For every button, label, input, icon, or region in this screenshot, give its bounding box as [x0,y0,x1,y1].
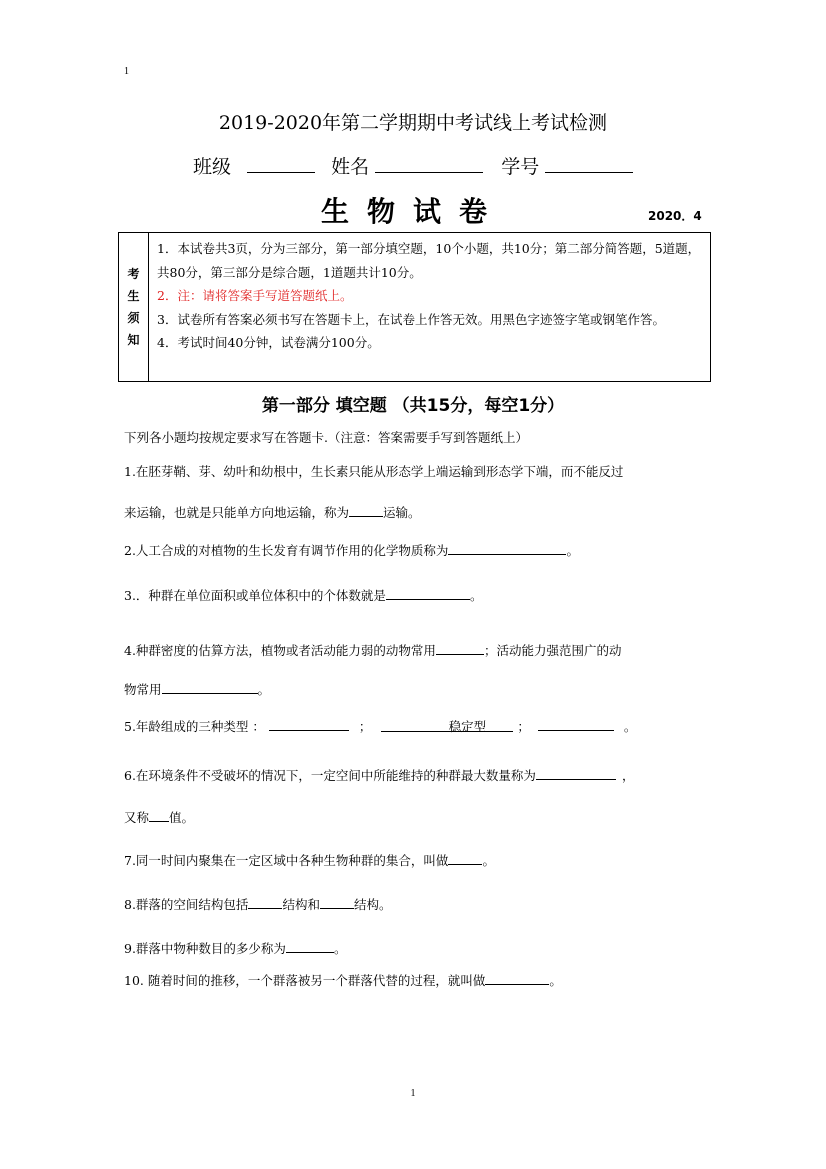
q-text: 。 [257,682,271,697]
answer-blank[interactable] [349,502,383,517]
answer-blank[interactable] [448,540,566,555]
side-char: 须 [127,311,140,325]
answer-blank-filled[interactable] [381,717,513,732]
name-blank[interactable] [375,154,483,173]
question-7 [124,850,495,869]
q-text: 。 [549,973,562,988]
question-6-line-1 [124,765,634,784]
answer-blank[interactable] [320,894,354,909]
q-text: 5.年龄组成的三种类型 ： [124,719,265,734]
q-text: 结构。 [353,897,392,912]
q-text: 2.人工合成的对植物的生长发育有调节作用的化学物质称为 [124,543,449,558]
answer-blank[interactable] [538,716,614,731]
q-text: ， [621,768,635,783]
question-9 [124,938,346,957]
student-info-line [193,152,633,179]
q-text: ；活动能力强范围广的动 [483,643,622,658]
q-text: ； [517,719,530,734]
q-text: 来运输，也就是只能单方向地运输，称为 [124,505,350,520]
question-10 [124,970,562,989]
answer-blank[interactable] [248,894,282,909]
question-1-line-1: 1.在胚芽鞘、芽、幼叶和幼根中，生长素只能从形态学上端运输到形态学下端，而不能反过 [124,464,624,479]
notice-item-important: 2．注：请将答案手写道答题纸上。 [157,288,353,303]
q-text: 。 [482,853,495,868]
answer-blank[interactable] [286,938,334,953]
q-text: 运输。 [383,505,421,520]
q-text: 。 [623,719,637,734]
q-text: 又称 [124,810,150,825]
answer-blank[interactable] [162,679,258,694]
notice-item: 4．考试时间40分钟，试卷满分100分。 [157,335,380,350]
q-text: 7.同一时间内聚集在一定区域中各种生物种群的集合，叫做 [124,853,449,868]
q-text: 结构和 [282,897,320,912]
q-text: 。 [469,588,483,603]
id-label: 学号 [501,156,540,178]
question-4-line-1 [124,640,621,659]
question-2 [124,540,579,559]
q-text: 6.在环境条件不受破坏的情况下，一定空间中所能维持的种群最大数量称为 [124,768,536,783]
side-char: 知 [127,333,140,347]
q-text: 4.种群密度的估算方法，植物或者活动能力弱的动物常用 [124,643,436,658]
header-page-number: 1 [124,66,129,77]
answer-blank[interactable] [149,807,169,822]
question-1-line-2 [124,502,421,521]
answer-blank[interactable] [485,970,549,985]
answer-blank[interactable] [269,716,349,731]
question-4-line-2 [124,679,270,698]
subject-title: 生物试卷 [320,195,505,228]
notice-side-label [119,233,149,381]
class-blank[interactable] [247,154,315,173]
exam-title: 2019-2020年第二学期期中考试线上考试检测 [218,112,608,134]
name-label: 姓名 [331,156,370,178]
section-title: 第一部分 填空题 （共15分，每空1分） [261,396,565,416]
q-text: 。 [566,543,579,558]
q-text: 。 [333,941,347,956]
question-8 [124,894,391,913]
class-label: 班级 [193,156,232,178]
q-text: ； [358,719,372,734]
q-text: 10. 随着时间的推移，一个群落被另一个群落代替的过程，就叫做 [124,973,486,988]
q-text: 9.群落中物种数目的多少称为 [124,941,286,956]
answer-blank[interactable] [448,850,482,865]
notice-item: 3．试卷所有答案必须书写在答题卡上，在试卷上作答无效。用黑色字迹签字笔或钢笔作答。 [157,311,665,327]
q-text: 3.．种群在单位面积或单位体积中的个体数就是 [124,588,386,603]
question-5 [124,716,636,735]
instruction: 下列各小题均按规定要求写在答题卡.（注意：答案需要手写到答题纸上） [124,430,528,445]
notice-body [157,237,705,355]
answer-blank[interactable] [386,585,470,600]
question-6-line-2 [124,807,194,826]
question-3 [124,585,482,604]
notice-item: 1．本试卷共3页，分为三部分，第一部分填空题，10个小题，共10分；第二部分简答题，5道题，共80分，第三部分是综合题，1道题共计10分。 [157,241,701,280]
filled-answer: 稳定型 [448,719,487,734]
footer-page-number: 1 [410,1088,416,1099]
exam-date: 2020．4 [648,209,702,223]
answer-blank[interactable] [436,640,484,655]
id-blank[interactable] [545,154,633,173]
side-char: 生 [127,289,140,303]
q-text: 物常用 [124,682,162,697]
q-text: 8.群落的空间结构包括 [124,897,249,912]
answer-blank[interactable] [536,765,616,780]
side-char: 考 [127,267,140,281]
exam-notice-box [118,232,711,382]
q-text: 值。 [169,810,195,825]
